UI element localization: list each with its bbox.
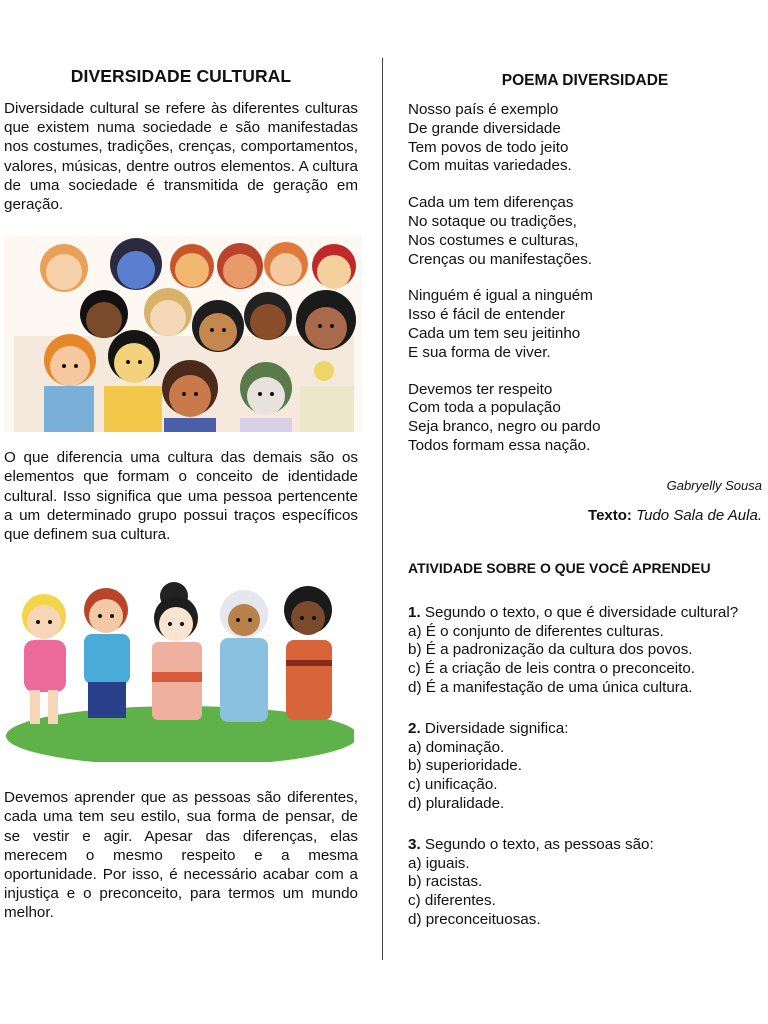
poem-line: Cada um tem seu jeitinho [408, 324, 581, 342]
poem-stanza [408, 287, 762, 362]
poem-stanza [408, 194, 762, 269]
crowd-of-children-illustration [4, 236, 362, 432]
poem-line: Com toda a população [408, 399, 561, 417]
paragraph-intro: Diversidade cultural se refere às diferentes culturas que existem numa sociedade e são manifestadas nos costumes, tradições, crenças, comportamentos, valores, músicas, dentre outros elementos. A cultura de uma sociedade é transmitida de geração em geração. [4, 100, 358, 214]
answer-option[interactable]: c) É a criação de leis contra o preconceito. [408, 660, 696, 678]
source-label: Texto: [588, 506, 632, 524]
article-title: DIVERSIDADE CULTURAL [70, 66, 292, 86]
poem-line: Nos costumes e culturas, [408, 231, 579, 249]
answer-option[interactable]: c) unificação. [408, 776, 498, 794]
activity-title: ATIVIDADE SOBRE O QUE VOCÊ APRENDEU [408, 559, 711, 576]
question-number: 1. [408, 603, 421, 621]
answer-option[interactable]: a) É o conjunto de diferentes culturas. [408, 622, 664, 640]
answer-option[interactable]: b) racistas. [408, 873, 483, 891]
poem-line: Tem povos de todo jeito [408, 138, 569, 156]
right-column [408, 72, 762, 930]
question-prompt: Diversidade significa: [424, 719, 569, 737]
poem-line: Devemos ter respeito [408, 380, 553, 398]
poem-title: POEMA DIVERSIDADE [501, 72, 669, 89]
children-holding-hands-illustration [4, 566, 354, 762]
poem-author: Gabryelly Sousa [666, 477, 762, 493]
poem-line: Nosso país é exemplo [408, 101, 559, 118]
question-3 [408, 836, 762, 930]
poem-line: Ninguém é igual a ninguém [408, 287, 593, 305]
column-divider [382, 58, 383, 960]
question-number: 2. [408, 719, 421, 737]
paragraph-respect: Devemos aprender que as pessoas são diferentes, cada uma tem seu estilo, sua forma de pensar, de se vestir e agir. Apesar das diferenças, elas merecem o mesmo respeito e a mesma oportunidade. Por isso, é necessário acabar com a injustiça e o preconceito, para termos um mundo melhor. [4, 789, 358, 922]
answer-option[interactable]: b) É a padronização da cultura dos povos. [408, 641, 693, 659]
poem-line: Com muitas variedades. [408, 157, 572, 175]
poem-line: Isso é fácil de entender [408, 306, 566, 324]
answer-option[interactable]: d) É a manifestação de uma única cultura. [408, 678, 693, 696]
poem-source [408, 507, 762, 524]
poem-line: E sua forma de viver. [408, 343, 551, 361]
question-prompt: Segundo o texto, as pessoas são: [424, 835, 654, 853]
paragraph-identity: O que diferencia uma cultura das demais são os elementos que formam o conceito de identidade cultural. Isso significa que uma pessoa pertencente a um determinado grupo possui traços específicos que definem sua cultura. [4, 449, 358, 544]
answer-option[interactable]: d) preconceituosas. [408, 910, 541, 928]
answer-option[interactable]: d) pluralidade. [408, 794, 505, 812]
poem-line: Crenças ou manifestações. [408, 250, 593, 268]
poem-line: Cada um tem diferenças [408, 194, 574, 212]
question-text [408, 720, 762, 739]
children-hands-image [4, 566, 354, 762]
poem-stanza [408, 381, 762, 456]
poem-line: Seja branco, negro ou pardo [408, 418, 601, 436]
poem-line: Todos formam essa nação. [408, 436, 591, 454]
poem-stanza [408, 101, 762, 176]
source-name: Tudo Sala de Aula. [636, 506, 762, 524]
question-prompt: Segundo o texto, o que é diversidade cultural? [424, 603, 739, 621]
answer-option[interactable]: c) diferentes. [408, 892, 496, 910]
left-column [4, 66, 358, 923]
poem-line: No sotaque ou tradições, [408, 212, 577, 230]
answer-option[interactable]: a) iguais. [408, 854, 470, 872]
question-1 [408, 604, 762, 698]
poem-line: De grande diversidade [408, 119, 561, 137]
answer-option[interactable]: a) dominação. [408, 738, 505, 756]
question-2 [408, 720, 762, 814]
crowd-faces-image [4, 236, 362, 432]
question-text [408, 836, 762, 855]
question-number: 3. [408, 835, 421, 853]
question-text [408, 604, 762, 623]
answer-option[interactable]: b) superioridade. [408, 757, 522, 775]
